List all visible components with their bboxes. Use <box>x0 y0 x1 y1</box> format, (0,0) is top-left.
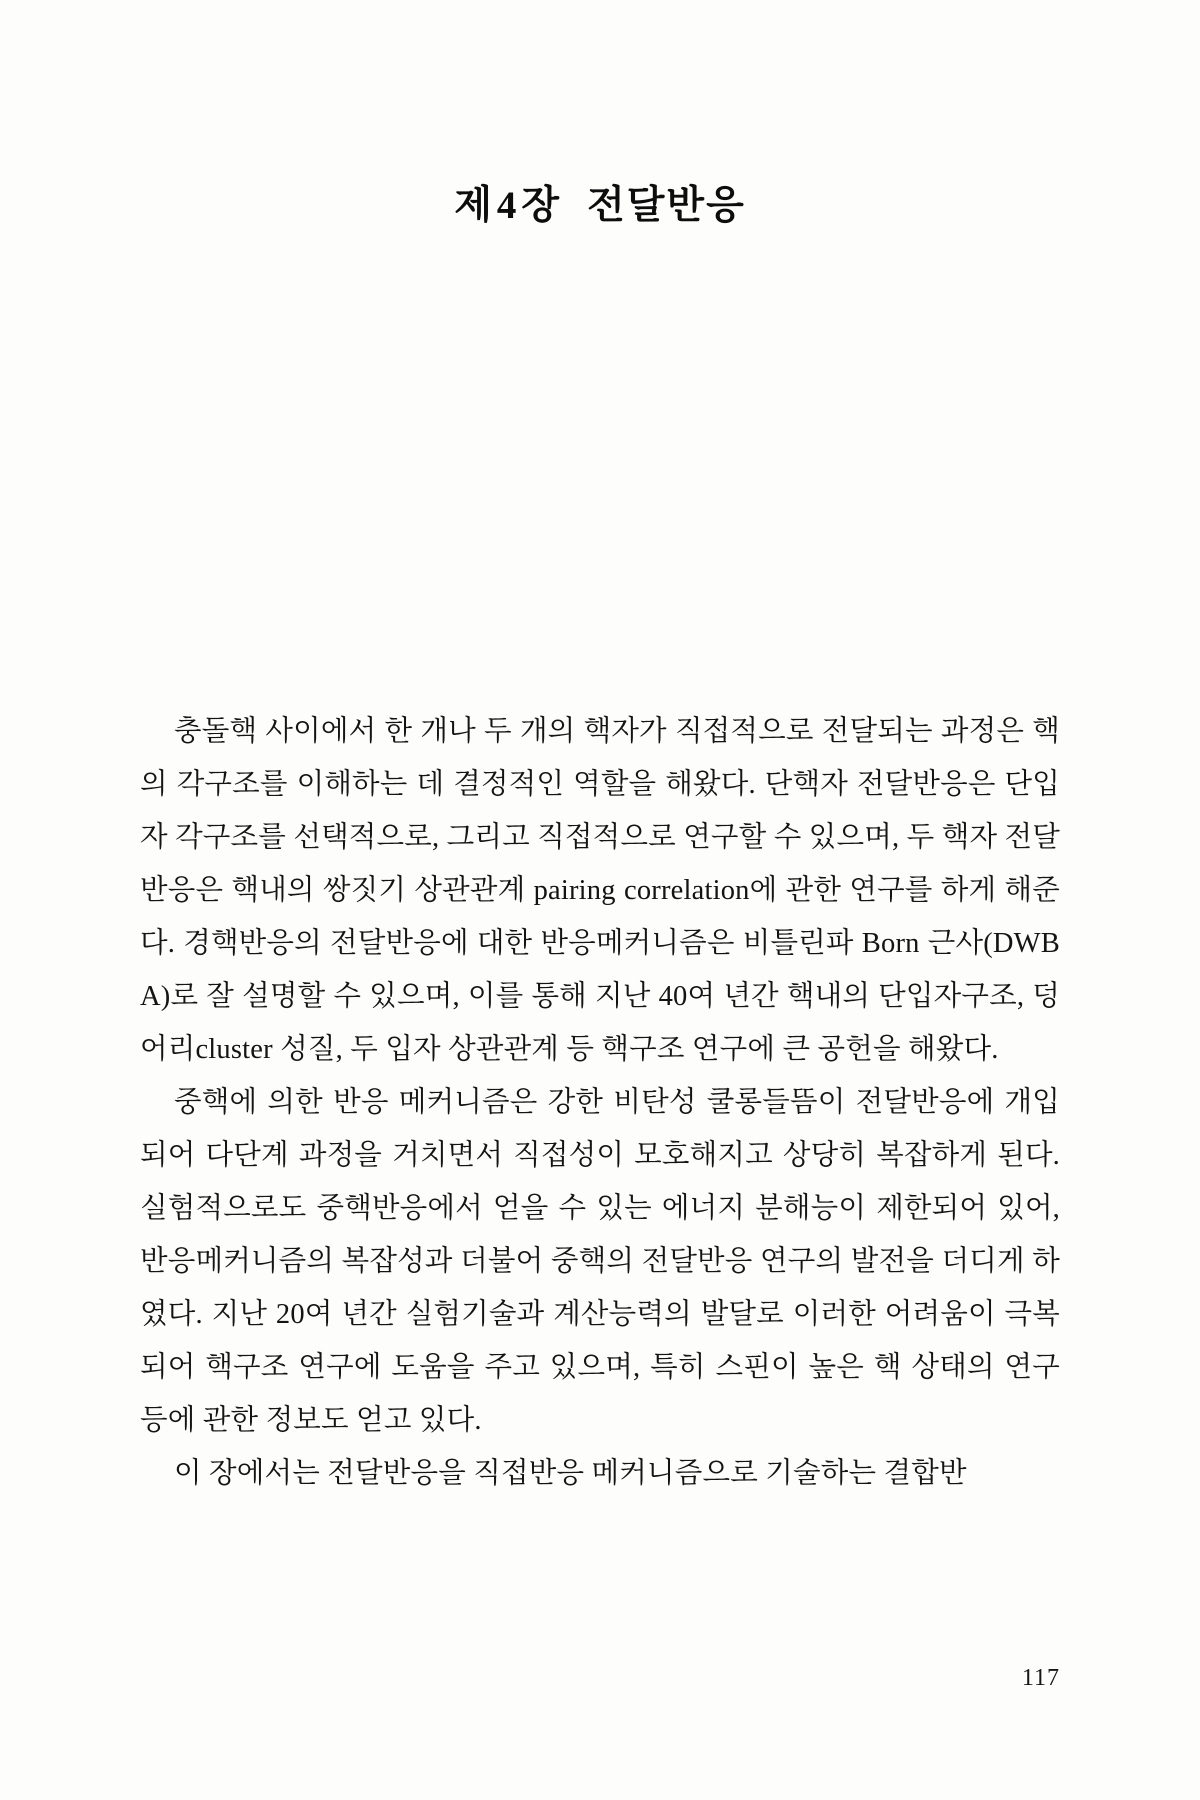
page-number: 117 <box>1021 1665 1060 1691</box>
chapter-title: 전달반응 <box>587 184 746 228</box>
body-text <box>140 705 1060 1500</box>
chapter-prefix: 제 <box>454 184 494 228</box>
chapter-heading <box>0 174 1200 230</box>
chapter-number: 4 <box>496 184 519 228</box>
paragraph: 중핵에 의한 반응 메커니즘은 강한 비탄성 쿨롱들뜸이 전달반응에 개입되어 다단계 과정을 거치면서 직접성이 모호해지고 상당히 복잡하게 된다. 실험적으로도 중핵반응에서 얻을 수 있는 에너지 분해능이 제한되어 있어, 반응메커니즘의 복잡성과 더불어 중핵의 전달반응 연구의 발전을 더디게 하였다. 지난 20여 년간 실험기술과 계산능력의 발달로 이러한 어려움이 극복되어 핵구조 연구에 도움을 주고 있으며, 특히 스핀이 높은 핵 상태의 연구 등에 관한 정보도 얻고 있다. <box>140 1087 1060 1436</box>
paragraph: 이 장에서는 전달반응을 직접반응 메커니즘으로 기술하는 결합반 <box>174 1458 967 1489</box>
paragraph: 충돌핵 사이에서 한 개나 두 개의 핵자가 직접적으로 전달되는 과정은 핵의 각구조를 이해하는 데 결정적인 역할을 해왔다. 단핵자 전달반응은 단입자 각구조를 선택적으로, 그리고 직접적으로 연구할 수 있으며, 두 핵자 전달반응은 핵내의 쌍짓기 상관관계 pairing correlation에 관한 연구를 하게 해준다. 경핵반응의 전달반응에 대한 반응메커니즘은 비틀린파 Born 근사(DWBA)로 잘 설명할 수 있으며, 이를 통해 지난 40여 년간 핵내의 단입자구조, 덩어리cluster 성질, 두 입자 상관관계 등 핵구조 연구에 큰 공헌을 해왔다. <box>140 716 1060 1065</box>
chapter-unit: 장 <box>521 184 562 228</box>
